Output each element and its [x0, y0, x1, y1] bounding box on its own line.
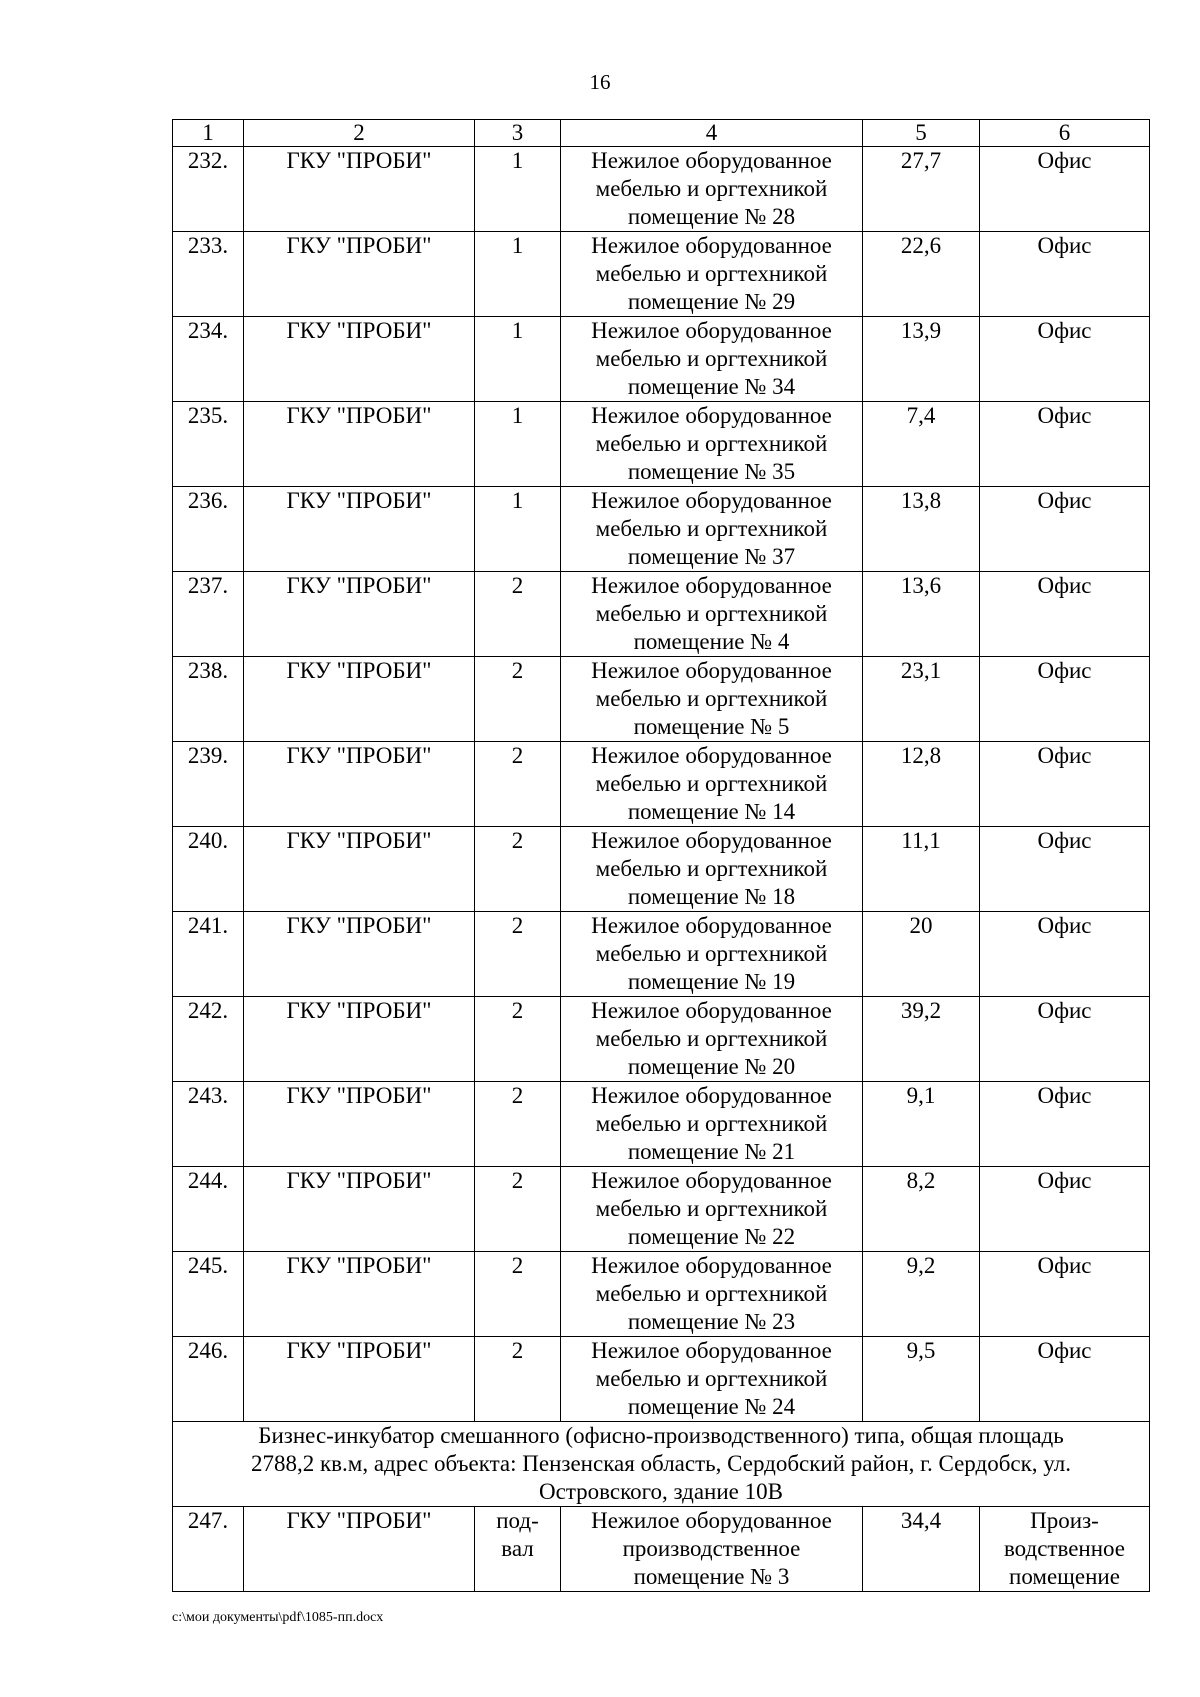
- premises-description-line: помещение № 35: [627, 459, 796, 484]
- area-line: 7,4: [906, 403, 936, 428]
- premises-description: [561, 827, 863, 912]
- premises-description-line: помещение № 37: [627, 544, 796, 569]
- area: [863, 1337, 980, 1422]
- premises-description-line: мебелью и оргтехникой: [595, 346, 828, 371]
- purpose: [980, 402, 1150, 487]
- purpose: [980, 1082, 1150, 1167]
- header-cell-5: 5: [863, 120, 980, 147]
- header-cell-4: 4: [561, 120, 863, 147]
- area-line: 22,6: [900, 233, 942, 258]
- floor: [475, 912, 561, 997]
- purpose-line: помещение: [1009, 1564, 1120, 1589]
- premises-description-line: Нежилое оборудованное: [591, 148, 832, 173]
- purpose-line: Офис: [1037, 1083, 1092, 1108]
- organization-line: ГКУ "ПРОБИ": [286, 403, 432, 428]
- purpose-line: Офис: [1037, 318, 1092, 343]
- premises-description-line: помещение № 29: [627, 289, 796, 314]
- floor: [475, 742, 561, 827]
- premises-description: [561, 1507, 863, 1592]
- area-line: 9,1: [906, 1083, 936, 1108]
- organization: [244, 657, 475, 742]
- row-number-line: 246.: [187, 1338, 229, 1363]
- purpose-line: водственное: [1003, 1536, 1126, 1561]
- area: [863, 487, 980, 572]
- premises-description: [561, 147, 863, 232]
- property-table: [172, 119, 1150, 1592]
- purpose-line: Офис: [1037, 1338, 1092, 1363]
- organization-line: ГКУ "ПРОБИ": [286, 233, 432, 258]
- premises-description-line: Нежилое оборудованное: [591, 828, 832, 853]
- floor: [475, 657, 561, 742]
- organization: [244, 317, 475, 402]
- floor-line: 1: [511, 148, 524, 173]
- purpose: [980, 997, 1150, 1082]
- floor-line: 2: [511, 913, 524, 938]
- organization-line: ГКУ "ПРОБИ": [286, 913, 432, 938]
- area: [863, 742, 980, 827]
- premises-description-line: мебелью и оргтехникой: [595, 601, 828, 626]
- section-heading-line: Бизнес-инкубатор смешанного (офисно-производственного) типа, общая площадь: [258, 1423, 1064, 1448]
- table-row: [173, 572, 1150, 657]
- premises-description-line: Нежилое оборудованное: [591, 573, 832, 598]
- table-header-row: [173, 120, 1150, 147]
- premises-description-line: мебелью и оргтехникой: [595, 1196, 828, 1221]
- premises-description: [561, 402, 863, 487]
- header-cell-1: 1: [173, 120, 244, 147]
- organization-line: ГКУ "ПРОБИ": [286, 1508, 432, 1533]
- row-number: [173, 742, 244, 827]
- organization: [244, 912, 475, 997]
- area: [863, 572, 980, 657]
- organization: [244, 147, 475, 232]
- floor-line: 1: [511, 233, 524, 258]
- premises-description-line: Нежилое оборудованное: [591, 403, 832, 428]
- floor: [475, 402, 561, 487]
- row-number-line: 236.: [187, 488, 229, 513]
- premises-description-line: мебелью и оргтехникой: [595, 1281, 828, 1306]
- row-number-line: 239.: [187, 743, 229, 768]
- organization-line: ГКУ "ПРОБИ": [286, 318, 432, 343]
- purpose-line: Офис: [1037, 403, 1092, 428]
- section-heading-line: 2788,2 кв.м, адрес объекта: Пензенская область, Сердобский район, г. Сердобск, ул.: [250, 1451, 1071, 1476]
- premises-description: [561, 1337, 863, 1422]
- area: [863, 1507, 980, 1592]
- organization: [244, 1082, 475, 1167]
- purpose-line: Офис: [1037, 828, 1092, 853]
- area: [863, 317, 980, 402]
- premises-description-line: Нежилое оборудованное: [591, 233, 832, 258]
- section-heading-line: Островского, здание 10В: [539, 1479, 783, 1504]
- purpose: [980, 1252, 1150, 1337]
- header-cell-2: 2: [244, 120, 475, 147]
- premises-description: [561, 1082, 863, 1167]
- floor: [475, 827, 561, 912]
- floor: [475, 147, 561, 232]
- area-line: 9,5: [906, 1338, 936, 1363]
- table-row: [173, 232, 1150, 317]
- area: [863, 1252, 980, 1337]
- table-row: [173, 827, 1150, 912]
- premises-description-line: помещение № 34: [627, 374, 796, 399]
- floor-line: 2: [511, 1253, 524, 1278]
- table-row: [173, 1167, 1150, 1252]
- premises-description-line: помещение № 14: [627, 799, 796, 824]
- purpose: [980, 317, 1150, 402]
- premises-description-line: мебелью и оргтехникой: [595, 261, 828, 286]
- row-number-line: 243.: [187, 1083, 229, 1108]
- row-number: [173, 402, 244, 487]
- area-line: 34,4: [900, 1508, 942, 1533]
- premises-description: [561, 742, 863, 827]
- organization-line: ГКУ "ПРОБИ": [286, 573, 432, 598]
- premises-description-line: помещение № 21: [627, 1139, 796, 1164]
- table-row: [173, 742, 1150, 827]
- organization: [244, 1507, 475, 1592]
- organization: [244, 997, 475, 1082]
- premises-description-line: помещение № 19: [627, 969, 796, 994]
- row-number-line: 235.: [187, 403, 229, 428]
- purpose: [980, 1507, 1150, 1592]
- row-number-line: 241.: [187, 913, 229, 938]
- page-number: 16: [589, 70, 611, 94]
- floor: [475, 1337, 561, 1422]
- purpose-line: Офис: [1037, 573, 1092, 598]
- table-row: [173, 1252, 1150, 1337]
- premises-description-line: мебелью и оргтехникой: [595, 1026, 828, 1051]
- area-line: 39,2: [900, 998, 942, 1023]
- premises-description: [561, 997, 863, 1082]
- premises-description-line: Нежилое оборудованное: [591, 998, 832, 1023]
- area: [863, 997, 980, 1082]
- row-number: [173, 1507, 244, 1592]
- area-line: 23,1: [900, 658, 942, 683]
- organization: [244, 827, 475, 912]
- premises-description-line: Нежилое оборудованное: [591, 743, 832, 768]
- premises-description-line: мебелью и оргтехникой: [595, 1111, 828, 1136]
- section-heading-row: [173, 1422, 1150, 1507]
- organization-line: ГКУ "ПРОБИ": [286, 148, 432, 173]
- table-row: [173, 487, 1150, 572]
- premises-description-line: мебелью и оргтехникой: [595, 856, 828, 881]
- premises-description-line: Нежилое оборудованное: [591, 658, 832, 683]
- area: [863, 1082, 980, 1167]
- premises-description-line: Нежилое оборудованное: [591, 913, 832, 938]
- table-row: [173, 1507, 1150, 1592]
- floor: [475, 572, 561, 657]
- premises-description-line: помещение № 20: [627, 1054, 796, 1079]
- floor-line: 2: [511, 658, 524, 683]
- floor: [475, 1167, 561, 1252]
- row-number-line: 244.: [187, 1168, 229, 1193]
- premises-description-line: помещение № 28: [627, 204, 796, 229]
- table-row: [173, 997, 1150, 1082]
- purpose-line: Офис: [1037, 658, 1092, 683]
- organization-line: ГКУ "ПРОБИ": [286, 1253, 432, 1278]
- purpose: [980, 1167, 1150, 1252]
- section-heading: [173, 1422, 1150, 1507]
- premises-description-line: Нежилое оборудованное: [591, 1253, 832, 1278]
- row-number-line: 242.: [187, 998, 229, 1023]
- row-number-line: 237.: [187, 573, 229, 598]
- row-number: [173, 1337, 244, 1422]
- area: [863, 912, 980, 997]
- premises-description-line: помещение № 24: [627, 1394, 796, 1419]
- area-line: 9,2: [906, 1253, 936, 1278]
- premises-description: [561, 657, 863, 742]
- premises-description-line: помещение № 18: [627, 884, 796, 909]
- organization: [244, 1167, 475, 1252]
- area: [863, 1167, 980, 1252]
- row-number-line: 238.: [187, 658, 229, 683]
- premises-description: [561, 1252, 863, 1337]
- row-number: [173, 657, 244, 742]
- floor-line: 2: [511, 1168, 524, 1193]
- organization-line: ГКУ "ПРОБИ": [286, 1338, 432, 1363]
- row-number: [173, 232, 244, 317]
- purpose: [980, 232, 1150, 317]
- premises-description-line: мебелью и оргтехникой: [595, 686, 828, 711]
- organization-line: ГКУ "ПРОБИ": [286, 1168, 432, 1193]
- table-row: [173, 912, 1150, 997]
- row-number-line: 232.: [187, 148, 229, 173]
- organization-line: ГКУ "ПРОБИ": [286, 1083, 432, 1108]
- area-line: 13,8: [900, 488, 942, 513]
- premises-description-line: Нежилое оборудованное: [591, 1168, 832, 1193]
- purpose: [980, 742, 1150, 827]
- premises-description-line: Нежилое оборудованное: [591, 318, 832, 343]
- floor-line: 2: [511, 1083, 524, 1108]
- purpose-line: Офис: [1037, 743, 1092, 768]
- row-number: [173, 1082, 244, 1167]
- organization-line: ГКУ "ПРОБИ": [286, 743, 432, 768]
- purpose-line: Офис: [1037, 488, 1092, 513]
- row-number: [173, 147, 244, 232]
- floor: [475, 1252, 561, 1337]
- floor: [475, 997, 561, 1082]
- organization: [244, 1337, 475, 1422]
- purpose: [980, 487, 1150, 572]
- premises-description-line: Нежилое оборудованное: [591, 1083, 832, 1108]
- premises-description: [561, 1167, 863, 1252]
- floor-line: 2: [511, 828, 524, 853]
- area-line: 13,6: [900, 573, 942, 598]
- purpose-line: Офис: [1037, 1168, 1092, 1193]
- area: [863, 402, 980, 487]
- table-row: [173, 147, 1150, 232]
- area-line: 13,9: [900, 318, 942, 343]
- premises-description-line: помещение № 4: [633, 629, 790, 654]
- premises-description-line: мебелью и оргтехникой: [595, 176, 828, 201]
- organization-line: ГКУ "ПРОБИ": [286, 658, 432, 683]
- area: [863, 147, 980, 232]
- floor: [475, 317, 561, 402]
- floor-line: 1: [511, 403, 524, 428]
- header-cell-3: 3: [475, 120, 561, 147]
- premises-description-line: помещение № 23: [627, 1309, 796, 1334]
- table-row: [173, 317, 1150, 402]
- organization: [244, 1252, 475, 1337]
- purpose: [980, 147, 1150, 232]
- purpose-line: Офис: [1037, 233, 1092, 258]
- premises-description: [561, 317, 863, 402]
- premises-description-line: Нежилое оборудованное: [591, 1338, 832, 1363]
- premises-description: [561, 912, 863, 997]
- purpose: [980, 912, 1150, 997]
- purpose: [980, 827, 1150, 912]
- row-number: [173, 317, 244, 402]
- footer-file-path: c:\мои документы\pdf\1085-пп.docx: [172, 1610, 384, 1625]
- organization: [244, 232, 475, 317]
- row-number: [173, 1252, 244, 1337]
- organization: [244, 742, 475, 827]
- purpose-line: Произ-: [1030, 1508, 1099, 1533]
- floor: [475, 232, 561, 317]
- floor-line: под-: [496, 1508, 539, 1533]
- row-number-line: 240.: [187, 828, 229, 853]
- area: [863, 232, 980, 317]
- premises-description-line: мебелью и оргтехникой: [595, 1366, 828, 1391]
- purpose-line: Офис: [1037, 1253, 1092, 1278]
- row-number: [173, 997, 244, 1082]
- purpose: [980, 1337, 1150, 1422]
- row-number-line: 247.: [187, 1508, 229, 1533]
- purpose: [980, 657, 1150, 742]
- floor-line: 1: [511, 488, 524, 513]
- organization: [244, 572, 475, 657]
- premises-description-line: мебелью и оргтехникой: [595, 516, 828, 541]
- table-row: [173, 402, 1150, 487]
- area-line: 11,1: [901, 828, 941, 853]
- table-row: [173, 1082, 1150, 1167]
- table-row: [173, 657, 1150, 742]
- area-line: 20: [909, 913, 933, 938]
- area-line: 12,8: [900, 743, 942, 768]
- premises-description-line: помещение № 5: [633, 714, 790, 739]
- premises-description-line: мебелью и оргтехникой: [595, 771, 828, 796]
- premises-description-line: производственное: [622, 1536, 801, 1561]
- floor: [475, 487, 561, 572]
- premises-description-line: мебелью и оргтехникой: [595, 941, 828, 966]
- area-line: 8,2: [906, 1168, 936, 1193]
- floor: [475, 1507, 561, 1592]
- header-cell-6: 6: [980, 120, 1150, 147]
- floor-line: 1: [511, 318, 524, 343]
- row-number: [173, 827, 244, 912]
- row-number: [173, 912, 244, 997]
- floor-line: 2: [511, 743, 524, 768]
- premises-description: [561, 572, 863, 657]
- premises-description-line: Нежилое оборудованное: [591, 1508, 832, 1533]
- row-number-line: 234.: [187, 318, 229, 343]
- floor: [475, 1082, 561, 1167]
- organization-line: ГКУ "ПРОБИ": [286, 828, 432, 853]
- premises-description-line: помещение № 22: [627, 1224, 796, 1249]
- organization-line: ГКУ "ПРОБИ": [286, 998, 432, 1023]
- table-row: [173, 1337, 1150, 1422]
- row-number-line: 233.: [187, 233, 229, 258]
- row-number: [173, 487, 244, 572]
- floor-line: 2: [511, 998, 524, 1023]
- row-number-line: 245.: [187, 1253, 229, 1278]
- organization: [244, 402, 475, 487]
- purpose: [980, 572, 1150, 657]
- area-line: 27,7: [900, 148, 942, 173]
- area: [863, 657, 980, 742]
- premises-description: [561, 487, 863, 572]
- premises-description-line: помещение № 3: [633, 1564, 790, 1589]
- purpose-line: Офис: [1037, 998, 1092, 1023]
- floor-line: 2: [511, 573, 524, 598]
- premises-description: [561, 232, 863, 317]
- premises-description-line: Нежилое оборудованное: [591, 488, 832, 513]
- row-number: [173, 1167, 244, 1252]
- floor-line: вал: [501, 1536, 534, 1561]
- premises-description-line: мебелью и оргтехникой: [595, 431, 828, 456]
- row-number: [173, 572, 244, 657]
- purpose-line: Офис: [1037, 913, 1092, 938]
- organization-line: ГКУ "ПРОБИ": [286, 488, 432, 513]
- purpose-line: Офис: [1037, 148, 1092, 173]
- area: [863, 827, 980, 912]
- organization: [244, 487, 475, 572]
- floor-line: 2: [511, 1338, 524, 1363]
